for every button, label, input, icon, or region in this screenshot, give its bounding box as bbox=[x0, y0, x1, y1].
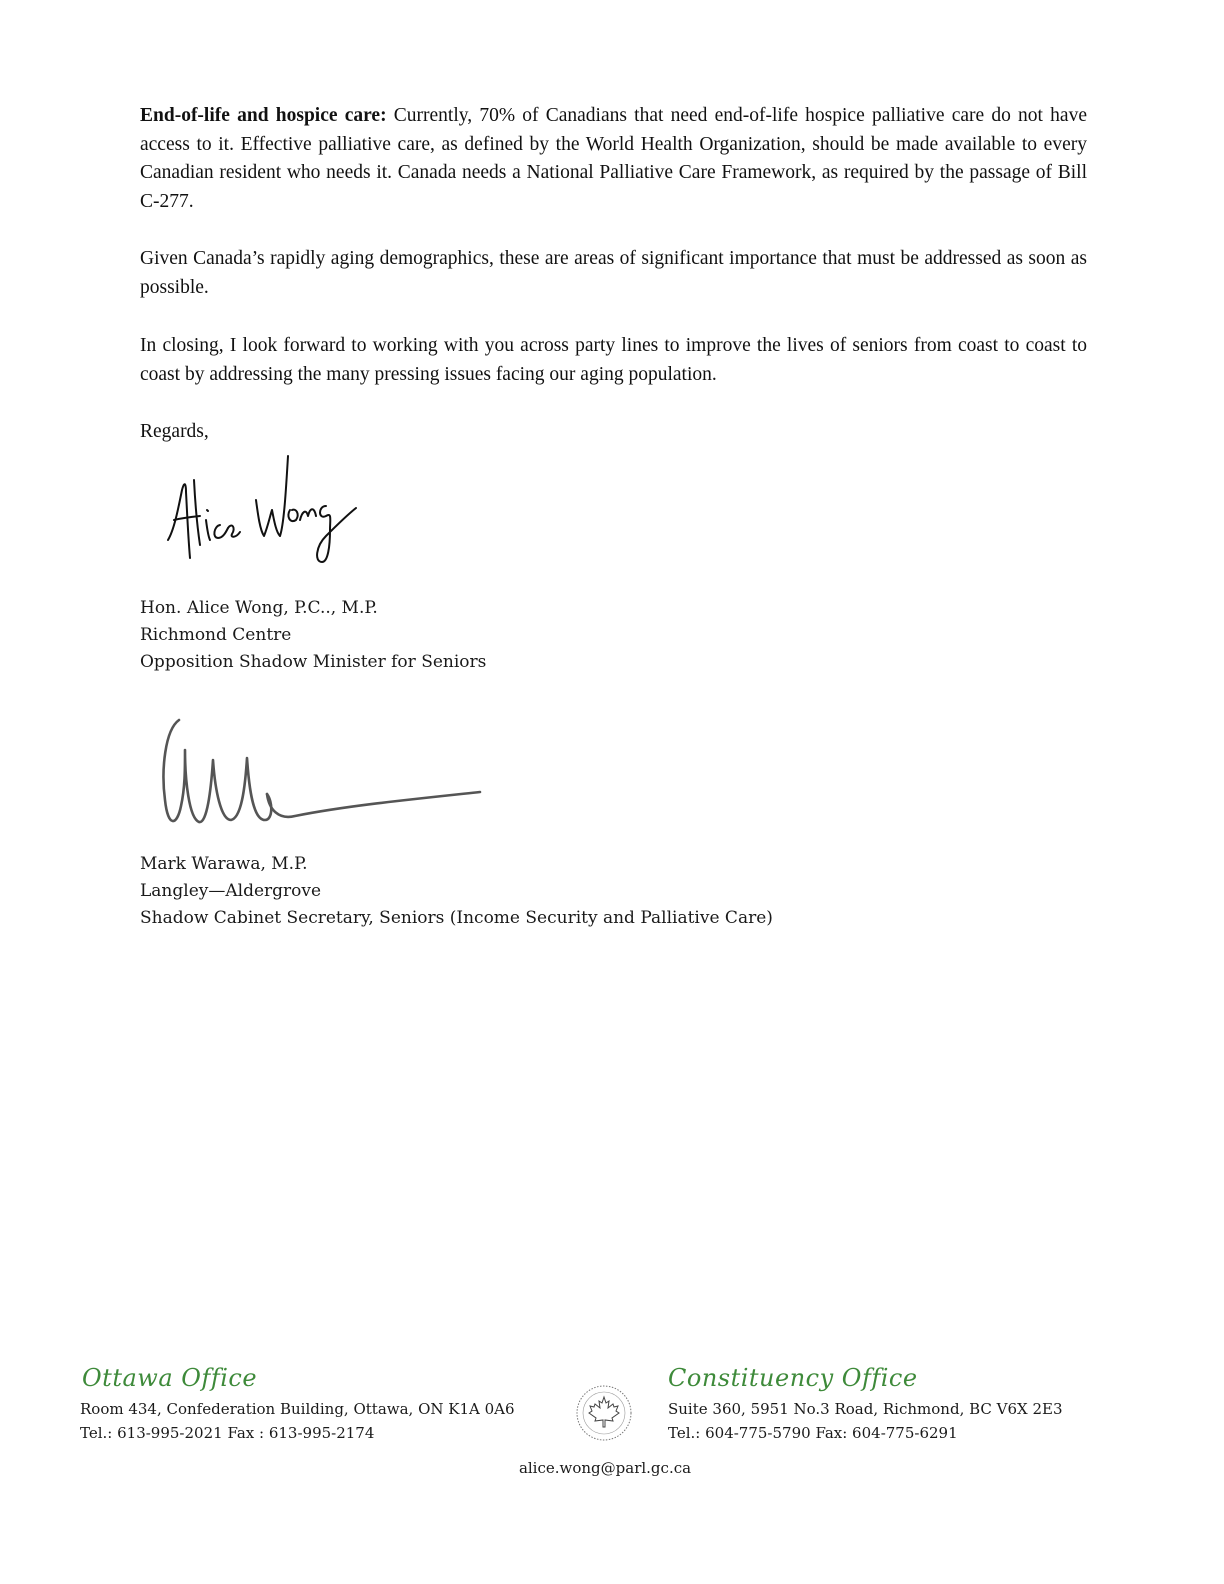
paragraph-palliative-care bbox=[140, 102, 1087, 216]
paragraph-demographics: Given Canada’s rapidly aging demographics, these are areas of significant importance that must be addressed as soon as possible. bbox=[140, 248, 1087, 298]
constituency-office-title: Constituency Office bbox=[668, 1364, 918, 1392]
letter-closing: Regards, bbox=[140, 421, 209, 442]
signer-riding: Richmond Centre bbox=[140, 625, 292, 645]
signature-mark-warawa bbox=[155, 710, 485, 835]
email-address[interactable]: alice.wong@parl.gc.ca bbox=[518, 1459, 692, 1477]
constituency-office-address: Suite 360, 5951 No.3 Road, Richmond, BC V6X 2E3 bbox=[668, 1400, 1063, 1418]
paragraph-body: Currently, 70% of Canadians that need end-of-life hospice palliative care do not have access to it. Effective palliative care, as defined by the World Health Organization, should be made available to every Canadian resident who needs it. Canada needs a National Palliative Care Framework, as required by the passage of Bill C-277. bbox=[140, 105, 1087, 212]
house-of-commons-emblem-icon bbox=[574, 1383, 634, 1443]
signature-block-alice-wong bbox=[140, 595, 486, 676]
signer-title: Shadow Cabinet Secretary, Seniors (Income Security and Palliative Care) bbox=[140, 908, 773, 928]
paragraph-closing-remarks: In closing, I look forward to working with you across party lines to improve the lives of seniors from coast to coast to coast by addressing the many pressing issues facing our aging population. bbox=[140, 335, 1087, 385]
signer-name: Hon. Alice Wong, P.C.., M.P. bbox=[140, 598, 378, 618]
ottawa-office-details bbox=[80, 1397, 515, 1445]
ottawa-office-address: Room 434, Confederation Building, Ottawa, ON K1A 0A6 bbox=[80, 1400, 515, 1418]
constituency-office-phone: Tel.: 604-775-5790 Fax: 604-775-6291 bbox=[668, 1424, 958, 1442]
ottawa-office-title: Ottawa Office bbox=[82, 1364, 258, 1392]
paragraph-heading: End-of-life and hospice care: bbox=[140, 105, 387, 126]
signer-riding: Langley—Aldergrove bbox=[140, 881, 322, 901]
constituency-office-details bbox=[668, 1397, 1063, 1445]
signer-title: Opposition Shadow Minister for Seniors bbox=[140, 652, 487, 672]
signer-name: Mark Warawa, M.P. bbox=[140, 854, 308, 874]
signature-alice-wong bbox=[160, 450, 360, 575]
signature-block-mark-warawa bbox=[140, 851, 773, 932]
ottawa-office-phone: Tel.: 613-995-2021 Fax : 613-995-2174 bbox=[80, 1424, 375, 1442]
